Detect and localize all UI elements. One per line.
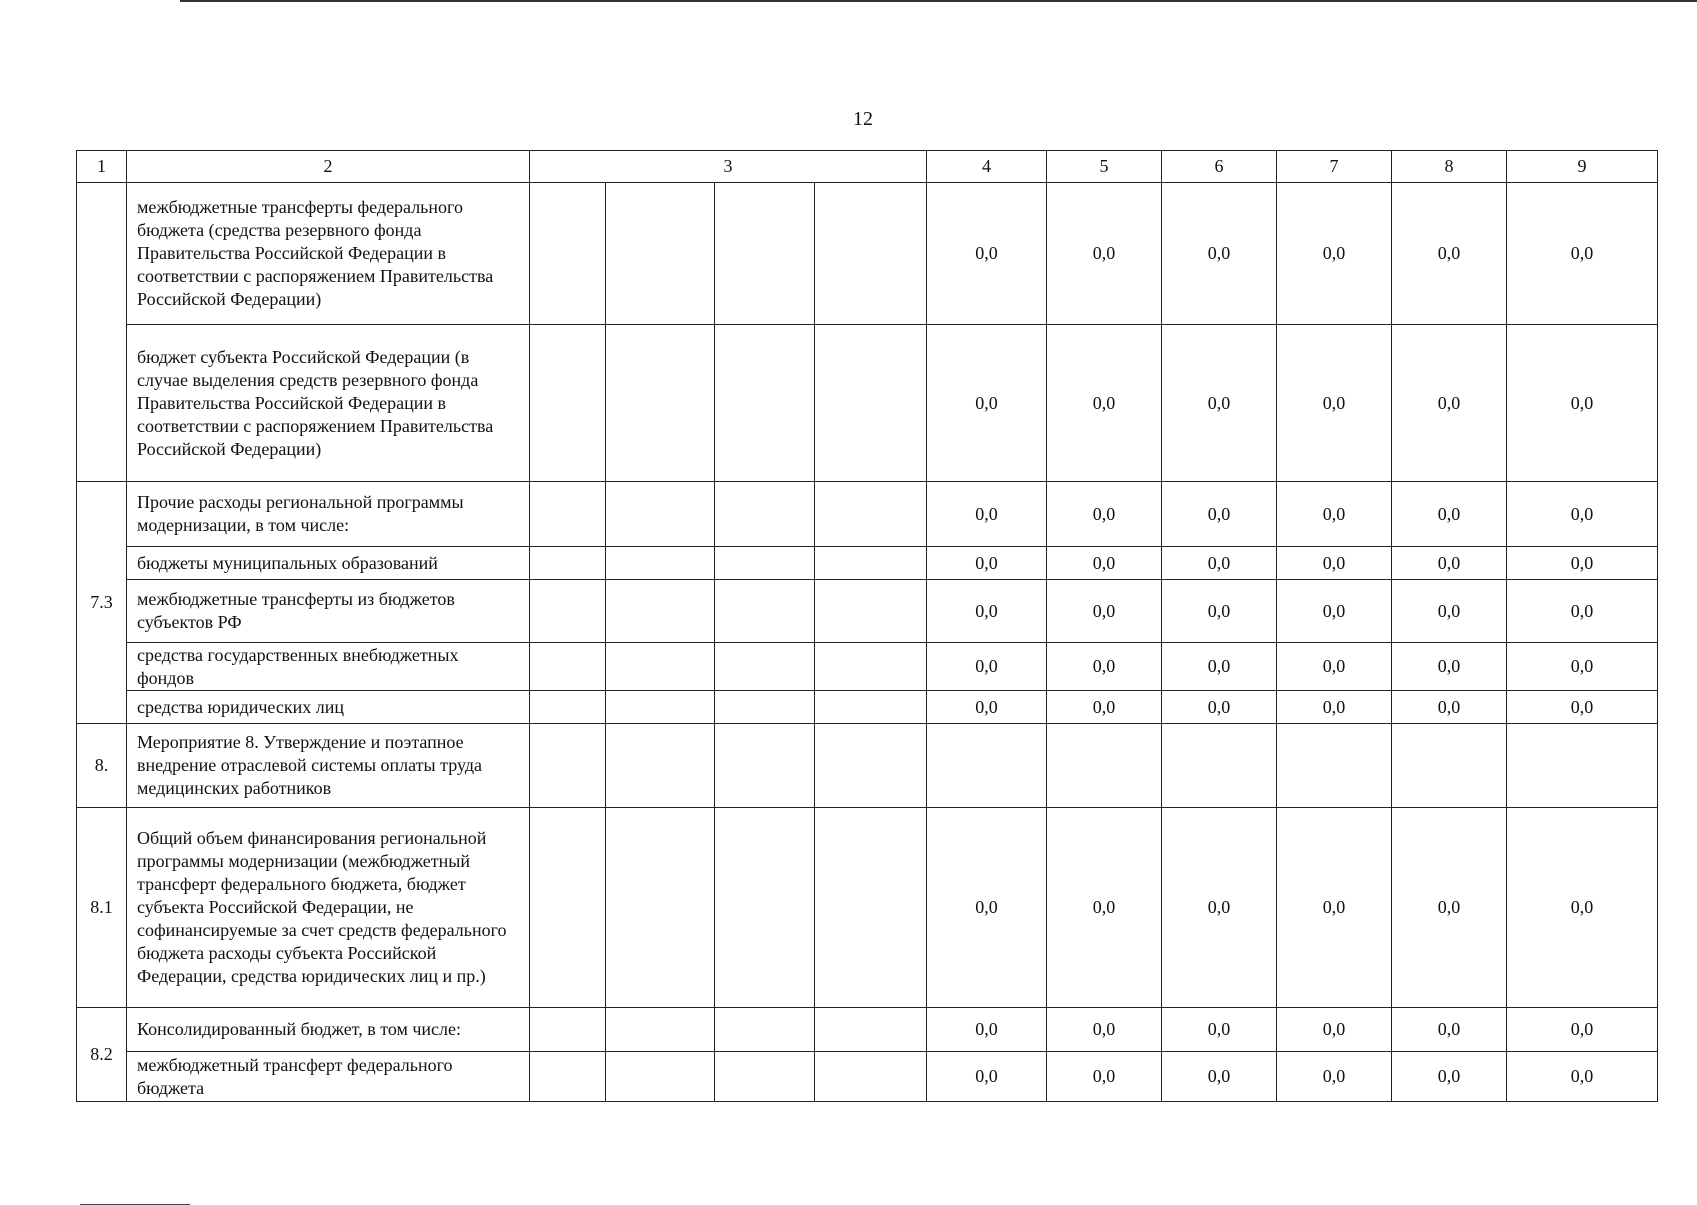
table-row [77,1052,1658,1102]
value-cell: 0,0 [1392,691,1507,724]
column-3-subcell [606,547,715,580]
table-row [77,183,1658,325]
value-cell: 0,0 [1047,691,1162,724]
description-cell: Общий объем финансирования региональной программы модернизации (межбюджетный трансферт федерального бюджета, бюджет субъекта Российской Федерации, не софинансируемые за счет средств федерального бюджета расходы субъекта Российской Федерации, средства юридических лиц и пр.) [127,808,530,1008]
value-cell: 0,0 [1507,808,1658,1008]
value-cell: 0,0 [1277,325,1392,482]
value-cell [1047,724,1162,808]
header-row [77,151,1658,183]
column-3-subcell [530,547,606,580]
table-row [77,325,1658,482]
column-3-subcell [715,547,815,580]
value-cell: 0,0 [1162,643,1277,691]
value-cell: 0,0 [927,691,1047,724]
value-cell: 0,0 [1047,183,1162,325]
value-cell: 0,0 [1277,580,1392,643]
value-cell [1162,724,1277,808]
value-cell: 0,0 [1047,1008,1162,1052]
column-3-subcell [530,724,606,808]
row-number-cell [77,183,127,482]
column-3-subcell [530,643,606,691]
value-cell: 0,0 [1392,183,1507,325]
value-cell: 0,0 [1162,1008,1277,1052]
column-3-subcell [715,580,815,643]
value-cell [1507,724,1658,808]
value-cell: 0,0 [927,1052,1047,1102]
value-cell: 0,0 [1507,482,1658,547]
value-cell: 0,0 [1392,482,1507,547]
column-3-subcell [815,724,927,808]
description-cell: межбюджетные трансферты федерального бюджета (средства резервного фонда Правительства Российской Федерации в соответствии с распоряжением Правительства Российской Федерации) [127,183,530,325]
description-cell: Консолидированный бюджет, в том числе: [127,1008,530,1052]
column-3-subcell [606,1008,715,1052]
value-cell: 0,0 [1392,325,1507,482]
value-cell: 0,0 [927,643,1047,691]
value-cell: 0,0 [927,1008,1047,1052]
column-3-subcell [715,183,815,325]
table-row [77,1008,1658,1052]
value-cell: 0,0 [1047,643,1162,691]
column-3-subcell [606,482,715,547]
column-header: 5 [1047,151,1162,183]
value-cell: 0,0 [1277,547,1392,580]
value-cell: 0,0 [1162,482,1277,547]
column-3-subcell [606,325,715,482]
description-cell: средства юридических лиц [127,691,530,724]
top-rule [180,0,1697,2]
column-3-subcell [715,643,815,691]
value-cell [927,724,1047,808]
column-3-subcell [715,1052,815,1102]
column-3-subcell [715,691,815,724]
column-3-subcell [815,808,927,1008]
value-cell: 0,0 [1392,1008,1507,1052]
description-cell: межбюджетные трансферты из бюджетов субъектов РФ [127,580,530,643]
column-header: 7 [1277,151,1392,183]
value-cell [1277,724,1392,808]
column-header: 3 [530,151,927,183]
value-cell: 0,0 [1392,1052,1507,1102]
value-cell: 0,0 [1507,1008,1658,1052]
page-number: 12 [853,108,873,130]
value-cell: 0,0 [1392,643,1507,691]
value-cell: 0,0 [1507,643,1658,691]
description-cell: межбюджетный трансферт федерального бюджета [127,1052,530,1102]
column-header: 9 [1507,151,1658,183]
value-cell: 0,0 [1507,1052,1658,1102]
value-cell: 0,0 [927,183,1047,325]
column-3-subcell [715,1008,815,1052]
value-cell: 0,0 [1507,580,1658,643]
value-cell: 0,0 [1047,808,1162,1008]
value-cell: 0,0 [1277,183,1392,325]
description-cell: бюджеты муниципальных образований [127,547,530,580]
column-3-subcell [815,482,927,547]
value-cell: 0,0 [1162,547,1277,580]
column-3-subcell [815,183,927,325]
row-number-cell: 8.2 [77,1008,127,1102]
table-row [77,547,1658,580]
value-cell: 0,0 [1392,547,1507,580]
row-number-cell: 8. [77,724,127,808]
value-cell: 0,0 [1507,183,1658,325]
column-3-subcell [606,691,715,724]
column-3-subcell [530,482,606,547]
table-row [77,808,1658,1008]
column-header: 1 [77,151,127,183]
value-cell: 0,0 [1162,580,1277,643]
value-cell: 0,0 [927,547,1047,580]
description-cell: Прочие расходы региональной программы модернизации, в том числе: [127,482,530,547]
column-3-subcell [606,580,715,643]
column-3-subcell [715,482,815,547]
description-cell: бюджет субъекта Российской Федерации (в случае выделения средств резервного фонда Правительства Российской Федерации в соответствии с распоряжением Правительства Российской Федерации) [127,325,530,482]
table-row [77,482,1658,547]
value-cell: 0,0 [1162,325,1277,482]
column-3-subcell [606,808,715,1008]
value-cell: 0,0 [1277,691,1392,724]
value-cell: 0,0 [1162,691,1277,724]
column-3-subcell [815,325,927,482]
table-row [77,691,1658,724]
value-cell: 0,0 [1277,808,1392,1008]
column-3-subcell [715,325,815,482]
column-3-subcell [715,808,815,1008]
column-header: 6 [1162,151,1277,183]
column-3-subcell [606,1052,715,1102]
table-row [77,724,1658,808]
value-cell: 0,0 [1507,691,1658,724]
value-cell: 0,0 [927,482,1047,547]
description-cell: средства государственных внебюджетных фондов [127,643,530,691]
value-cell: 0,0 [1277,643,1392,691]
value-cell: 0,0 [1047,325,1162,482]
column-3-subcell [815,1052,927,1102]
column-3-subcell [530,1052,606,1102]
value-cell: 0,0 [1162,183,1277,325]
value-cell: 0,0 [1392,808,1507,1008]
value-cell: 0,0 [1047,580,1162,643]
column-3-subcell [606,183,715,325]
value-cell: 0,0 [927,325,1047,482]
column-3-subcell [530,325,606,482]
column-header: 4 [927,151,1047,183]
column-3-subcell [815,1008,927,1052]
row-number-cell: 8.1 [77,808,127,1008]
row-number-cell: 7.3 [77,482,127,724]
table-row [77,643,1658,691]
column-header: 2 [127,151,530,183]
column-3-subcell [815,643,927,691]
description-cell: Мероприятие 8. Утверждение и поэтапное внедрение отраслевой системы оплаты труда медицинских работников [127,724,530,808]
column-3-subcell [606,724,715,808]
value-cell: 0,0 [1392,580,1507,643]
table-row [77,580,1658,643]
column-3-subcell [530,580,606,643]
value-cell: 0,0 [1162,1052,1277,1102]
value-cell: 0,0 [1277,1052,1392,1102]
column-3-subcell [606,643,715,691]
column-3-subcell [530,808,606,1008]
value-cell: 0,0 [1047,1052,1162,1102]
column-3-subcell [715,724,815,808]
column-3-subcell [530,691,606,724]
column-3-subcell [815,691,927,724]
value-cell: 0,0 [1047,547,1162,580]
column-3-subcell [530,183,606,325]
value-cell: 0,0 [927,580,1047,643]
value-cell: 0,0 [927,808,1047,1008]
financing-table [76,150,1658,1102]
value-cell: 0,0 [1507,547,1658,580]
column-3-subcell [815,580,927,643]
column-3-subcell [530,1008,606,1052]
column-header: 8 [1392,151,1507,183]
value-cell: 0,0 [1277,1008,1392,1052]
value-cell [1392,724,1507,808]
value-cell: 0,0 [1162,808,1277,1008]
value-cell: 0,0 [1277,482,1392,547]
value-cell: 0,0 [1507,325,1658,482]
column-3-subcell [815,547,927,580]
value-cell: 0,0 [1047,482,1162,547]
